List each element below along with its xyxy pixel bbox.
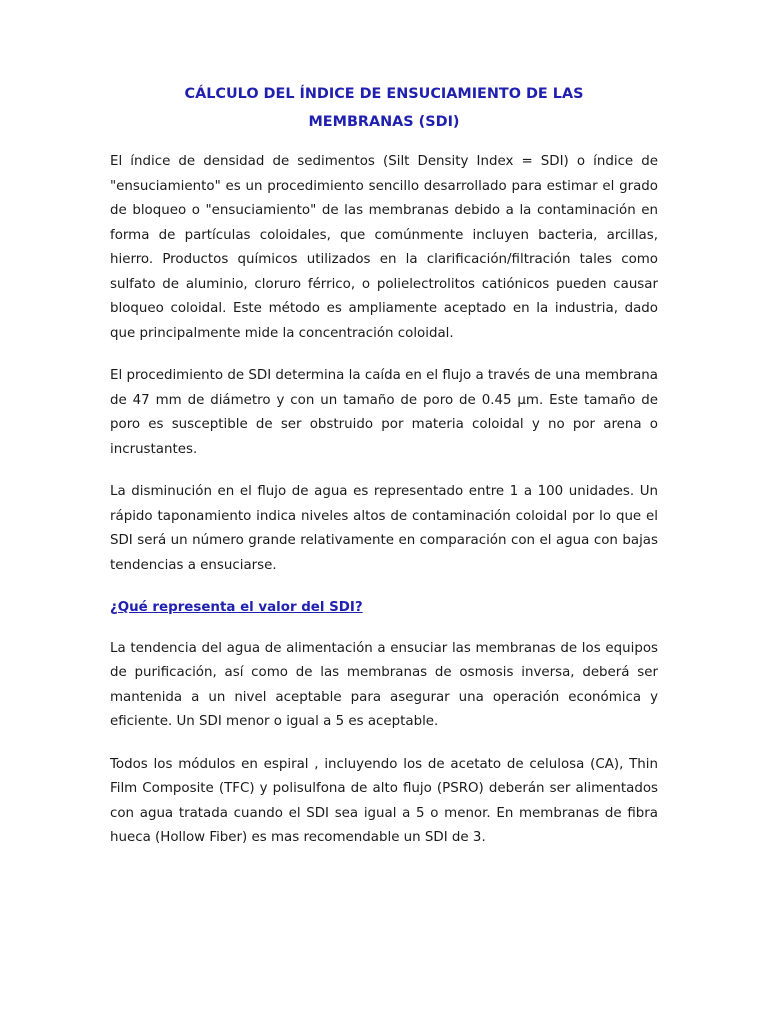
paragraph-flow-decrease: La disminución en el flujo de agua es representado entre 1 a 100 unidades. Un rápido taponamiento indica niveles altos de contaminación coloidal por lo que el SDI será un número grande relativamente en comparación con el agua con bajas tendencias a ensuciarse. (110, 484, 658, 573)
paragraph-spiral-modules: Todos los módulos en espiral , incluyendo los de acetato de celulosa (CA), Thin Film Composite (TFC) y polisulfona de alto flujo (PSRO) deberán ser alimentados con agua tratada cuando el SDI sea igual a 5 o menor. En membranas de fibra hueca (Hollow Fiber) es mas recomendable un SDI de 3. (110, 756, 658, 845)
document-page (110, 80, 658, 869)
section-heading-link[interactable]: ¿Qué representa el valor del SDI? (110, 600, 363, 615)
title-line: CÁLCULO DEL ÍNDICE DE ENSUCIAMIENTO DE LAS (184, 86, 584, 102)
document-title (110, 80, 658, 136)
paragraph-sdi-definition: El índice de densidad de sedimentos (Silt Density Index = SDI) o índice de "ensuciamiento" es un procedimiento sencillo desarrollado para estimar el grado de bloqueo o "ensuciamiento" de las membranas debido a la contaminación en forma de partículas coloidales, que comúnmente incluyen bacteria, arcillas, hierro. Productos químicos utilizados en la clarificación/filtración tales como sulfato de aluminio, cloruro férrico, o polielectrolitos catiónicos pueden causar bloqueo coloidal. Este método es ampliamente aceptado en la industria, dado que principalmente mide la concentración coloidal. (110, 154, 658, 341)
paragraph-feed-water-tendency: La tendencia del agua de alimentación a ensuciar las membranas de los equipos de purificación, así como de las membranas de osmosis inversa, deberá ser mantenida a un nivel aceptable para asegurar una operación económica y eficiente. Un SDI menor o igual a 5 es aceptable. (110, 640, 658, 729)
title-line: MEMBRANAS (SDI) (308, 114, 460, 130)
paragraph-sdi-procedure: El procedimiento de SDI determina la caída en el flujo a través de una membrana de 47 mm de diámetro y con un tamaño de poro de 0.45 µm. Este tamaño de poro es susceptible de ser obstruido por materia coloidal y no por arena o incrustantes. (110, 368, 658, 457)
